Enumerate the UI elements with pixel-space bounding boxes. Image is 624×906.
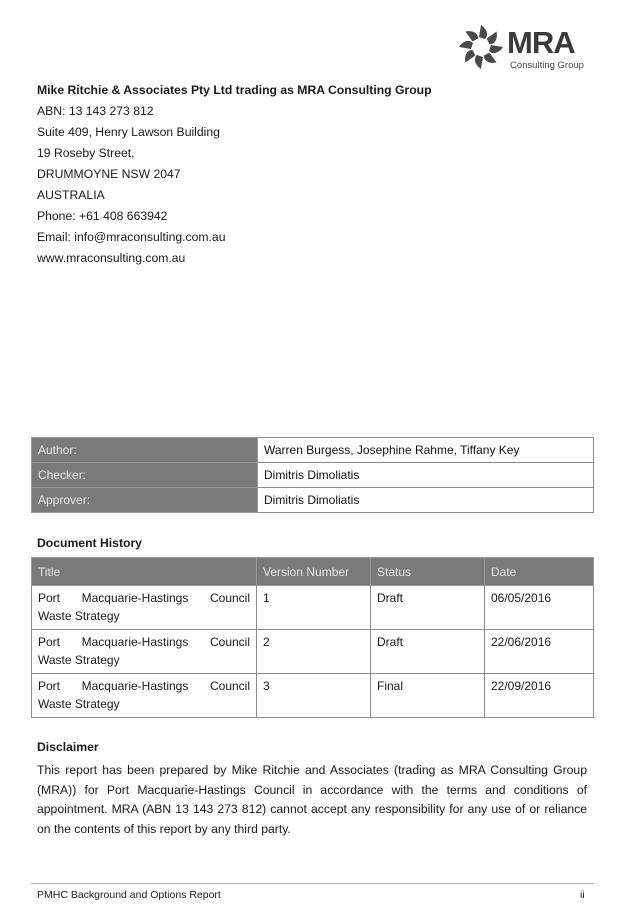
company-logo <box>456 22 596 76</box>
address-line-email: Email: info@mraconsulting.com.au <box>37 230 226 244</box>
column-header-date: Date <box>485 558 594 586</box>
meta-label: Approver: <box>32 488 258 513</box>
footer-divider <box>31 883 594 884</box>
cell-title: Port Macquarie-Hastings Council Waste Strategy <box>32 630 257 674</box>
cell-status: Draft <box>371 586 485 630</box>
cell-status: Draft <box>371 630 485 674</box>
logo-wordmark: MRA <box>507 25 575 60</box>
table-row <box>32 586 594 630</box>
footer-report-title: PMHC Background and Options Report <box>37 889 221 901</box>
address-line-abn: ABN: 13 143 273 812 <box>37 104 154 118</box>
meta-row-checker <box>32 463 594 488</box>
page-number: ii <box>580 889 585 901</box>
logo-subtitle: Consulting Group <box>510 60 584 71</box>
meta-label: Author: <box>32 438 258 463</box>
disclaimer-text: This report has been prepared by Mike Ritchie and Associates (trading as MRA Consulting Group (MRA)) for Port Macquarie-Hastings Council in accordance with the terms and conditions of appointment. MRA (ABN 13 143 273 812) cannot accept any responsibility for any use of or reliance on the contents of this report by any third party. <box>37 763 587 836</box>
meta-value: Dimitris Dimoliatis <box>258 463 594 488</box>
table-header-row <box>32 558 594 586</box>
table-row <box>32 674 594 718</box>
cell-date: 22/06/2016 <box>485 630 594 674</box>
column-header-title: Title <box>32 558 257 586</box>
document-history-table <box>31 557 594 718</box>
address-line-suburb: DRUMMOYNE NSW 2047 <box>37 167 181 181</box>
company-address-block <box>37 80 432 269</box>
address-line-website: www.mraconsulting.com.au <box>37 251 186 265</box>
cell-version: 3 <box>257 674 371 718</box>
meta-value: Warren Burgess, Josephine Rahme, Tiffany Key <box>258 438 594 463</box>
cell-title: Port Macquarie-Hastings Council Waste Strategy <box>32 674 257 718</box>
document-history-heading: Document History <box>37 536 142 550</box>
meta-row-author <box>32 438 594 463</box>
document-meta-table <box>31 437 594 513</box>
cell-version: 1 <box>257 586 371 630</box>
cell-status: Final <box>371 674 485 718</box>
column-header-version: Version Number <box>257 558 371 586</box>
cell-title: Port Macquarie-Hastings Council Waste Strategy <box>32 586 257 630</box>
address-line-suite: Suite 409, Henry Lawson Building <box>37 125 220 139</box>
cell-version: 2 <box>257 630 371 674</box>
meta-row-approver <box>32 488 594 513</box>
disclaimer-heading: Disclaimer <box>37 740 99 754</box>
address-line-phone: Phone: +61 408 663942 <box>37 209 168 223</box>
mra-logo-icon <box>456 22 506 72</box>
address-line-street: 19 Roseby Street, <box>37 146 135 160</box>
meta-label: Checker: <box>32 463 258 488</box>
address-line-country: AUSTRALIA <box>37 188 105 202</box>
company-name: Mike Ritchie & Associates Pty Ltd trading as MRA Consulting Group <box>37 83 432 97</box>
cell-date: 22/09/2016 <box>485 674 594 718</box>
meta-value: Dimitris Dimoliatis <box>258 488 594 513</box>
column-header-status: Status <box>371 558 485 586</box>
cell-date: 06/05/2016 <box>485 586 594 630</box>
table-row <box>32 630 594 674</box>
